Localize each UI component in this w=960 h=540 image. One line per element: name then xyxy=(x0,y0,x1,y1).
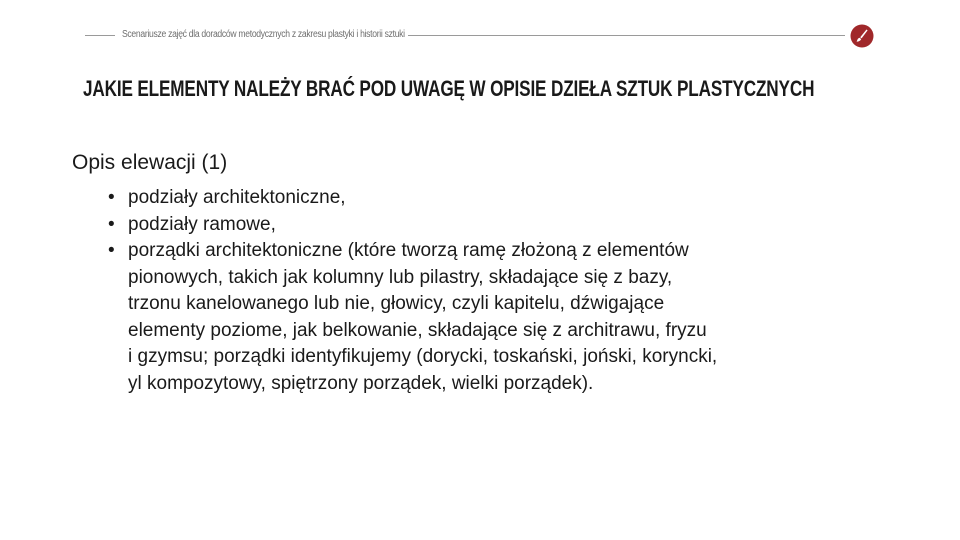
bullet-marker: • xyxy=(108,187,115,208)
bullet-marker: • xyxy=(108,240,115,261)
list-item-text: porządki architektoniczne (które tworzą ramę złożoną z elementów pionowych, takich jak kolumny lub pilastry, składające się z bazy, trzonu kanelowanego lub nie, głowicy, czyli kapitelu, dźwigające elementy poziome, jak belkowanie, składające się z architrawu, fryzu i gzymsu; porządki identyfikujemy (dorycki, toskański, joński, koryncki, yl kompozytowy, spiętrzony porządek, wielki porządek). xyxy=(128,240,718,394)
bullet-list xyxy=(108,185,898,397)
list-item-text: podziały architektoniczne, xyxy=(128,187,346,208)
list-item xyxy=(108,238,898,397)
header-text: Scenariusze zajęć dla doradców metodycznych z zakresu plastyki i historii sztuki xyxy=(122,29,405,40)
section-subtitle: Opis elewacji (1) xyxy=(72,151,228,174)
header-rule-left xyxy=(85,35,115,36)
paintbrush-logo-icon xyxy=(850,24,874,48)
bullet-marker: • xyxy=(108,213,115,235)
list-item xyxy=(108,212,898,239)
list-item xyxy=(108,185,898,212)
list-item-text: podziały ramowe, xyxy=(128,213,276,235)
header-rule-right xyxy=(408,35,845,36)
slide-title: JAKIE ELEMENTY NALEŻY BRAĆ POD UWAGĘ W OPISIE DZIEŁA SZTUK PLASTYCZNYCH xyxy=(83,76,815,101)
